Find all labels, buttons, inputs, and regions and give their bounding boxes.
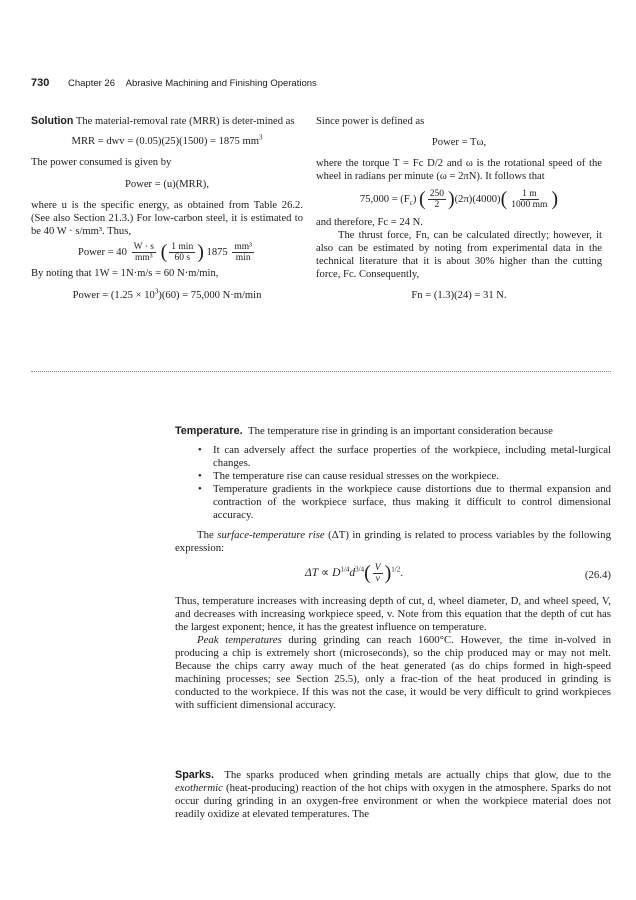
temperature-section <box>175 425 611 712</box>
power-equation: Power = (u)(MRR), <box>125 179 209 190</box>
surface-temp-pre: The <box>197 529 218 541</box>
bullet-text: It can adversely affect the surface properties of the workpiece, including metal-lurgical changes. <box>213 444 611 469</box>
fraction-ws-mm3 <box>132 242 156 263</box>
power-definition-intro: Since power is defined as <box>316 116 425 127</box>
fraction-denominator: min <box>235 253 251 263</box>
peak-temperatures-text <box>175 634 611 712</box>
fraction-mm3-min <box>232 242 254 263</box>
temperature-variables-text: Thus, temperature increases with increasing depth of cut, d, wheel diameter, D, and wheel speed, V, and decreases with increasing workpiece speed, v. Note from this equation that the depth of cut has the largest exponent; hence, it has the greatest influence on temperature. <box>175 595 611 633</box>
bullet-text: The temperature rise can cause residual stresses on the workpiece. <box>213 470 499 482</box>
list-item: • Temperature gradients in the workpiece cause distortions due to thermal expansion and contraction of the workpiece surface, thus making it difficult to control dimensional accuracy. <box>198 483 611 521</box>
power-result-equation <box>31 289 303 302</box>
mrr-exponent: 3 <box>258 133 263 142</box>
equation-number: (26.4) <box>584 569 611 581</box>
power-calc-equation: Power = 40 $\frac{W \cdot s}{\text{mm³}}$ ( $\frac{1 \min}{60 s}$ ) 1875 $\frac{\text{mm³}}{\min}$ <box>77 241 253 263</box>
sparks-text-pre: The sparks produced when grinding metals are actually chips that glow, due to the <box>224 769 611 781</box>
solution-intro <box>31 115 303 128</box>
temperature-equation-expression: $\Delta T \propto D^{1/4}d^{3/4}$( $\frac{V}{v}$ )$^{1/2}$. <box>305 562 404 584</box>
fraction-numerator: 1 m <box>522 189 537 199</box>
thrust-force-equation: Fn = (1.3)(24) = 31 N. <box>411 290 507 301</box>
fraction-denominator: 60 s <box>174 253 191 263</box>
solution-intro-text: The material-removal rate (MRR) is deter-mined as <box>75 116 295 127</box>
exothermic-term: exothermic <box>175 782 223 794</box>
unit-conversion-text: By noting that 1W = 1N·m/s = 60 N·m/min, <box>31 268 219 279</box>
torque-text: where the torque T = Fc D/2 and ω is the rotational speed of the wheel in radians per minute (ω = 2πN). It follows that <box>316 158 602 182</box>
force-equation-paren: ) <box>412 193 417 205</box>
temperature-intro <box>175 425 611 438</box>
surface-temp-text <box>175 529 611 555</box>
fraction-denominator: mm³ <box>134 253 153 263</box>
temperature-heading: Temperature. <box>175 425 243 437</box>
temperature-bullet-list <box>175 444 611 522</box>
temperature-intro-text: The temperature rise in grinding is an important consideration because <box>248 425 553 437</box>
force-equation-rest: (2π)(4000) <box>454 193 501 205</box>
temperature-equation <box>175 561 611 591</box>
fraction-250-2 <box>428 189 446 210</box>
power-result-text: Power = (1.25 × 10 <box>72 290 155 301</box>
fraction-numerator: 250 <box>429 189 444 199</box>
sparks-section <box>175 769 611 821</box>
fraction-numerator: mm³ <box>234 242 253 252</box>
bullet-text: Temperature gradients in the workpiece cause distortions due to thermal expansion and contraction of the workpiece surface, thus making it difficult to control dimensional accuracy. <box>213 483 611 521</box>
power-definition-equation: Power = Tω, <box>431 137 487 148</box>
force-equation-lhs: 75,000 = (F <box>359 193 410 205</box>
force-equation: $75,000 = (F_c)$ ( $\frac{250}{2}$ )(2π)(4000)( $\frac{1 m}{1000 mm}$ ) <box>359 188 559 210</box>
peak-temperatures-body: during grinding can reach 1600°C. However, the time in-volved in producing a chip is extremely short (microseconds), so the chip produced may or may not melt. Because the chips carry away much of the heat generated (as do chips formed in high-speed machining processes; see Section 25.5), only a frac-tion of the heat produced in grinding is conducted to the workpiece. If this was not the case, it would be very difficult to grind workpieces with sufficient dimensional accuracy. <box>175 634 611 711</box>
fraction-denominator: 1000 mm <box>511 200 548 210</box>
sparks-text-post: (heat-producing) reaction of the hot chips with oxygen in the atmosphere. Sparks do not occur during grinding in an oxygen-free environment or when the workpiece material does not readily oxidize at elevated temperatures. The <box>175 782 611 820</box>
sparks-heading: Sparks. <box>175 769 215 781</box>
surface-temp-term: surface-temperature rise <box>217 529 325 541</box>
mrr-equation-text: MRR = dwv = (0.05)(25)(1500) = 1875 mm <box>71 136 259 147</box>
solution-column <box>31 115 303 302</box>
mrr-equation <box>31 135 303 148</box>
chapter-title: Abrasive Machining and Finishing Operations <box>125 78 317 89</box>
fraction-min-s <box>169 242 195 263</box>
power-given-text: The power consumed is given by <box>31 157 172 168</box>
cutting-force-result: and therefore, Fc = 24 N. <box>316 217 423 228</box>
page-header <box>31 77 611 89</box>
page-number: 730 <box>31 77 50 89</box>
power-column <box>316 115 602 302</box>
power-result-rest: )(60) = 75,000 N·m/min <box>158 290 262 301</box>
example-divider <box>31 371 611 372</box>
specific-energy-text: where u is the specific energy, as obtained from Table 26.2. (See also Section 21.3.) For low-carbon steel, it is estimated to be 40 W · s/mm³. Thus, <box>31 200 303 237</box>
force-subscript: c <box>409 199 413 208</box>
power-calc-lhs: Power = 40 <box>77 246 127 258</box>
solution-label: Solution <box>31 115 74 127</box>
power-result-exponent: 3 <box>154 287 159 296</box>
fraction-1m-1000mm <box>509 189 549 210</box>
mrr-value: 1875 <box>206 246 228 258</box>
list-item: • It can adversely affect the surface properties of the workpiece, including metal-lurgical changes. <box>198 444 611 469</box>
peak-temperatures-term: Peak temperatures <box>197 634 282 646</box>
surface-temp-post: (ΔT) in grinding is related to process variables by the following expression: <box>175 529 611 554</box>
chapter-label: Chapter 26 <box>67 78 115 89</box>
thrust-force-text: The thrust force, Fn, can be calculated directly; however, it also can be estimated by noting from experimental data in the technical literature that it is about 30% higher than the cutting force, Fc. Consequently, <box>316 230 602 280</box>
list-item: • The temperature rise can cause residual stresses on the workpiece. <box>198 470 499 482</box>
fraction-denominator: 2 <box>434 200 440 210</box>
fraction-numerator: 1 min <box>171 242 194 252</box>
fraction-numerator: W · s <box>133 242 154 252</box>
sparks-paragraph <box>175 769 611 821</box>
